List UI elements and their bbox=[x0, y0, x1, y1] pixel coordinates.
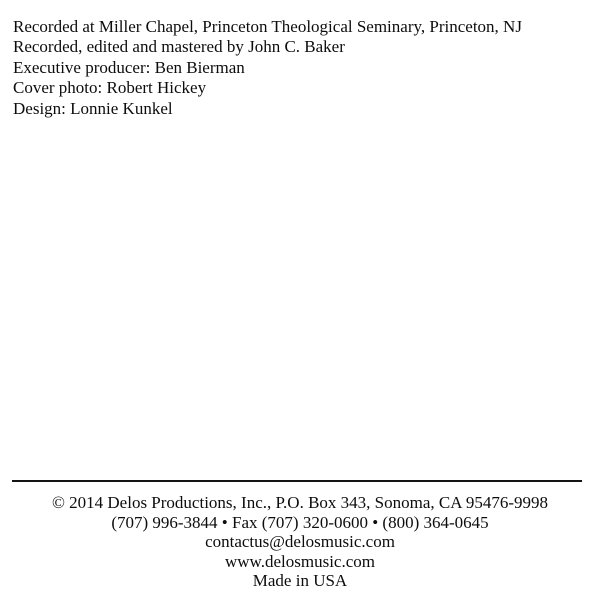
footer-copyright-line: © 2014 Delos Productions, Inc., P.O. Box 343, Sonoma, CA 95476-9998 bbox=[51, 493, 548, 512]
credits-block bbox=[13, 17, 588, 119]
credit-line-design: Design: Lonnie Kunkel bbox=[13, 98, 173, 118]
credit-line-executive-producer: Executive producer: Ben Bierman bbox=[13, 57, 245, 77]
footer-block bbox=[0, 493, 600, 591]
credit-line-recording-location: Recorded at Miller Chapel, Princeton Theological Seminary, Princeton, NJ bbox=[13, 17, 522, 36]
footer-website: www.delosmusic.com bbox=[225, 551, 375, 571]
footer-phone-line: (707) 996-3844 • Fax (707) 320-0600 • (800) 364-0645 bbox=[111, 512, 489, 532]
horizontal-rule bbox=[12, 480, 582, 482]
credit-line-cover-photo: Cover photo: Robert Hickey bbox=[13, 78, 207, 98]
footer-email: contactus@delosmusic.com bbox=[205, 532, 395, 551]
credit-line-engineer: Recorded, edited and mastered by John C. Baker bbox=[13, 37, 345, 57]
footer-made-in-usa: Made in USA bbox=[252, 571, 348, 590]
